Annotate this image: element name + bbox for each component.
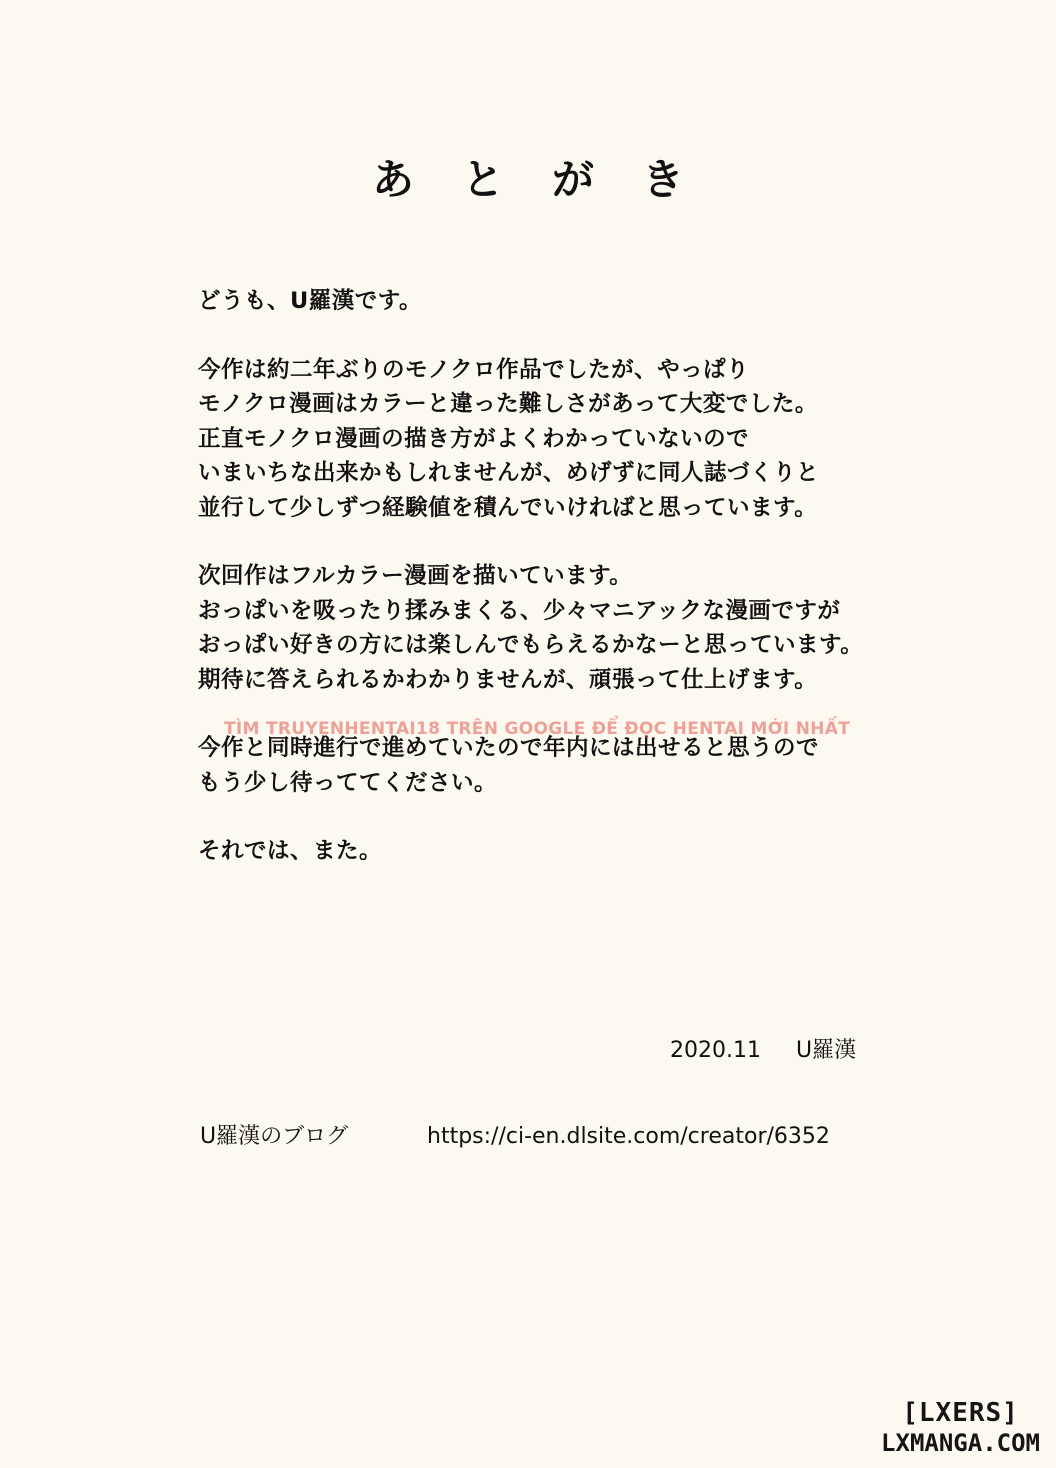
- blog-row: [200, 1122, 830, 1152]
- text-line: 今作は約二年ぶりのモノクロ作品でしたが、やっぱり: [198, 356, 750, 383]
- blog-url-link[interactable]: https://ci-en.dlsite.com/creator/6352: [427, 1124, 830, 1149]
- paragraph-closing: [198, 834, 958, 869]
- badge-group-name: [LXERS]: [902, 1398, 1019, 1428]
- paragraph-current-work: [198, 353, 958, 526]
- badge-site-name: LXMANGA.COM: [881, 1429, 1040, 1457]
- text-line: いまいちな出来かもしれませんが、めげずに同人誌づくりと: [198, 460, 820, 486]
- text-line: それでは、また。: [198, 838, 383, 864]
- text-line: 並行して少しずつ経験値を積んでいければと思っています。: [198, 494, 818, 521]
- signature-author: U羅漢: [795, 1038, 857, 1063]
- blog-label: U羅漢のブログ: [200, 1124, 349, 1149]
- text-line: 今作と同時進行で進めていたので年内には出せると思うので: [198, 735, 820, 761]
- text-line: 期待に答えられるかわかりませんが、頑張って仕上げます。: [198, 666, 818, 693]
- text-line: もう少し待っててください。: [198, 769, 498, 796]
- page-title: あとがき: [371, 155, 732, 204]
- afterword-body: [198, 284, 958, 903]
- paragraph-next-work: [198, 559, 958, 697]
- paragraph-greeting: [198, 284, 958, 319]
- text-line: モノクロ漫画はカラーと違った難しさがあって大変でした。: [198, 391, 818, 417]
- text-line: おっぱいを吸ったり揉みまくる、少々マニアックな漫画ですが: [198, 597, 841, 624]
- text-line: どうも、U羅漢です。: [198, 288, 422, 314]
- site-watermark-badge: [881, 1398, 1040, 1458]
- paragraph-release: [198, 731, 958, 800]
- signature-date: 2020.11: [670, 1038, 761, 1063]
- text-line: 次回作はフルカラー漫画を描いています。: [198, 563, 633, 589]
- signature: [670, 1036, 856, 1066]
- text-line: 正直モノクロ漫画の描き方がよくわかっていないので: [198, 425, 750, 452]
- watermark-overlay: TÌM TRUYENHENTAI18 TRÊN GOOGLE ĐỂ ĐỌC HENTAI MỚI NHẤT: [224, 719, 851, 739]
- text-line: おっぱい好きの方には楽しんでもらえるかなーと思っています。: [198, 632, 864, 658]
